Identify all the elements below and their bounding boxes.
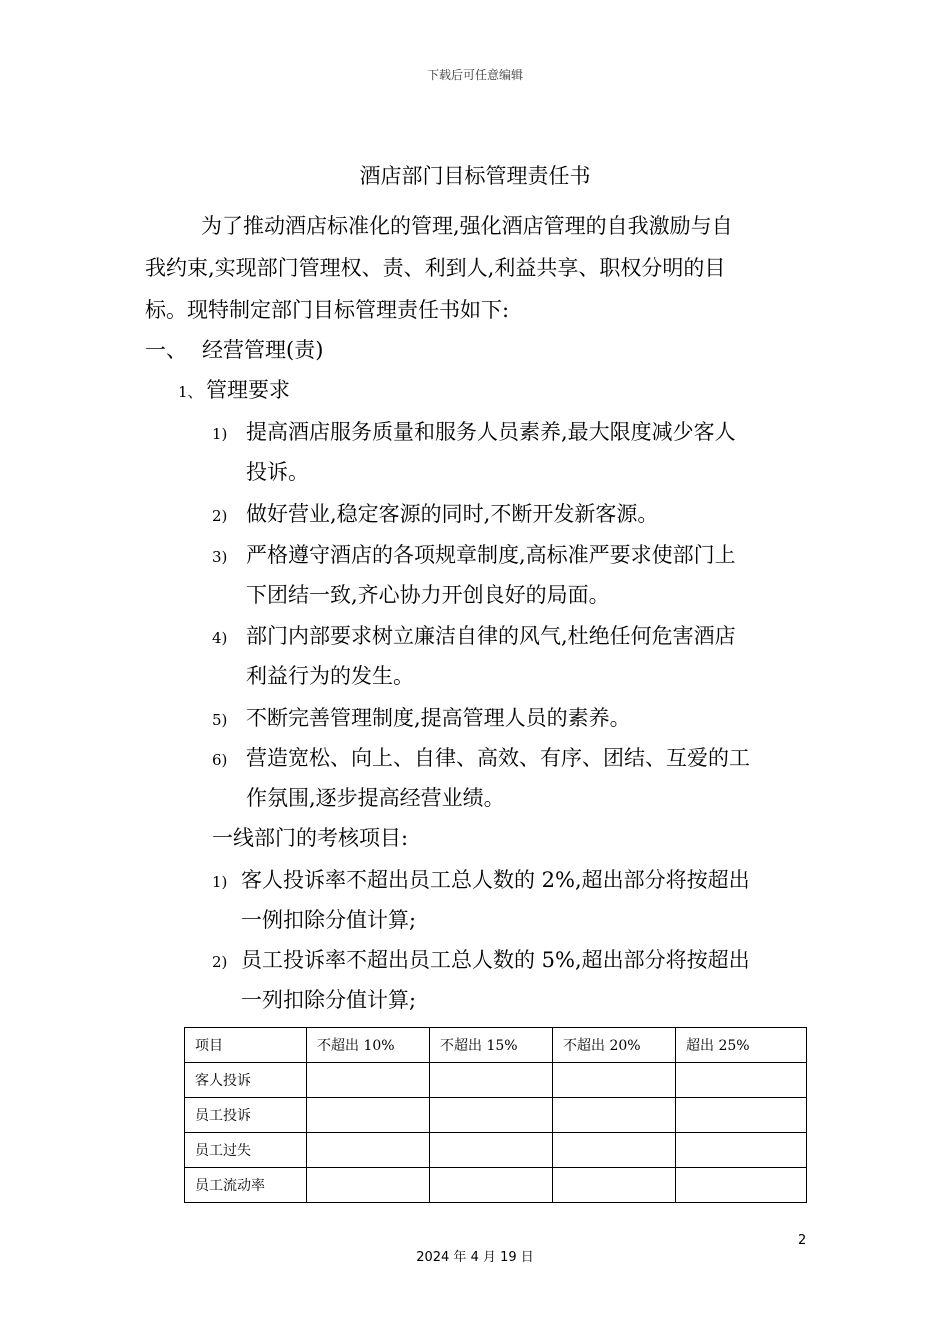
requirement-text: 下团结一致,齐心协力开创良好的局面。 xyxy=(246,583,610,607)
requirement-number: 4) xyxy=(212,629,228,647)
table-cell[interactable] xyxy=(430,1063,553,1098)
footer-date: 2024 年 4 月 19 日 xyxy=(416,1250,534,1265)
requirement-number: 1) xyxy=(212,425,228,443)
table-cell[interactable] xyxy=(307,1133,430,1168)
assessment-text: 员工投诉率不超出员工总人数的 5%,超出部分将按超出 xyxy=(241,948,750,972)
intro-line-1: 为了推动酒店标准化的管理,强化酒店管理的自我激励与自 xyxy=(201,214,733,238)
table-cell[interactable] xyxy=(430,1133,553,1168)
table-cell[interactable] xyxy=(430,1098,553,1133)
requirement-number: 3) xyxy=(212,548,228,566)
table-row xyxy=(185,1168,807,1203)
requirement-text: 作氛围,逐步提高经营业绩。 xyxy=(246,786,505,810)
table-header-cell: 不超出 10% xyxy=(307,1028,430,1063)
table-header-cell: 项目 xyxy=(185,1028,307,1063)
table-cell[interactable] xyxy=(307,1063,430,1098)
table-cell[interactable] xyxy=(676,1133,807,1168)
requirement-text: 部门内部要求树立廉洁自律的风气,杜绝任何危害酒店 xyxy=(246,624,736,648)
requirement-text: 利益行为的发生。 xyxy=(246,664,414,688)
assessment-text: 一列扣除分值计算; xyxy=(241,988,417,1012)
assessment-table xyxy=(184,1027,807,1203)
table-row-label: 员工投诉 xyxy=(185,1098,307,1133)
page-number: 2 xyxy=(798,1233,807,1248)
table-row-label: 员工流动率 xyxy=(185,1168,307,1203)
table-cell[interactable] xyxy=(676,1168,807,1203)
assessment-number: 2) xyxy=(212,953,228,971)
intro-line-2: 我约束,实现部门管理权、责、利到人,利益共享、职权分明的目 xyxy=(145,256,726,280)
table-cell[interactable] xyxy=(676,1098,807,1133)
table-row xyxy=(185,1063,807,1098)
subsection-heading: 管理要求 xyxy=(206,378,290,402)
table-row-label: 客人投诉 xyxy=(185,1063,307,1098)
assessment-text: 一例扣除分值计算; xyxy=(241,908,417,932)
table-cell[interactable] xyxy=(307,1098,430,1133)
requirement-text: 做好营业,稳定客源的同时,不断开发新客源。 xyxy=(246,502,659,526)
table-cell[interactable] xyxy=(430,1168,553,1203)
page-header-note: 下载后可任意编辑 xyxy=(426,68,523,82)
table-header-cell: 不超出 20% xyxy=(553,1028,676,1063)
table-row xyxy=(185,1133,807,1168)
table-cell[interactable] xyxy=(553,1168,676,1203)
requirement-text: 营造宽松、向上、自律、高效、有序、团结、互爱的工 xyxy=(246,746,750,770)
intro-line-3: 标。现特制定部门目标管理责任书如下: xyxy=(145,298,510,322)
table-header-cell: 超出 25% xyxy=(676,1028,807,1063)
section-number: 一、 xyxy=(145,338,187,362)
assessment-number: 1) xyxy=(212,873,228,891)
assessment-text: 客人投诉率不超出员工总人数的 2%,超出部分将按超出 xyxy=(241,868,750,892)
table-cell[interactable] xyxy=(676,1063,807,1098)
table-header-row xyxy=(185,1028,807,1063)
requirement-number: 6) xyxy=(212,751,228,769)
document-title: 酒店部门目标管理责任书 xyxy=(359,164,591,188)
table-row xyxy=(185,1098,807,1133)
requirement-text: 投诉。 xyxy=(246,460,309,484)
requirement-text: 严格遵守酒店的各项规章制度,高标准严要求使部门上 xyxy=(246,543,736,567)
table-cell[interactable] xyxy=(307,1168,430,1203)
table-cell[interactable] xyxy=(553,1098,676,1133)
subsection-number: 1、 xyxy=(178,383,203,401)
requirement-number: 2) xyxy=(212,507,228,525)
table-header-cell: 不超出 15% xyxy=(430,1028,553,1063)
table-row-label: 员工过失 xyxy=(185,1133,307,1168)
requirement-text: 不断完善管理制度,提高管理人员的素养。 xyxy=(246,706,631,730)
table-cell[interactable] xyxy=(553,1063,676,1098)
assessment-heading: 一线部门的考核项目: xyxy=(212,826,409,850)
table-cell[interactable] xyxy=(553,1133,676,1168)
requirement-number: 5) xyxy=(212,711,228,729)
requirement-text: 提高酒店服务质量和服务人员素养,最大限度减少客人 xyxy=(246,420,736,444)
section-heading: 经营管理(责) xyxy=(202,338,324,362)
